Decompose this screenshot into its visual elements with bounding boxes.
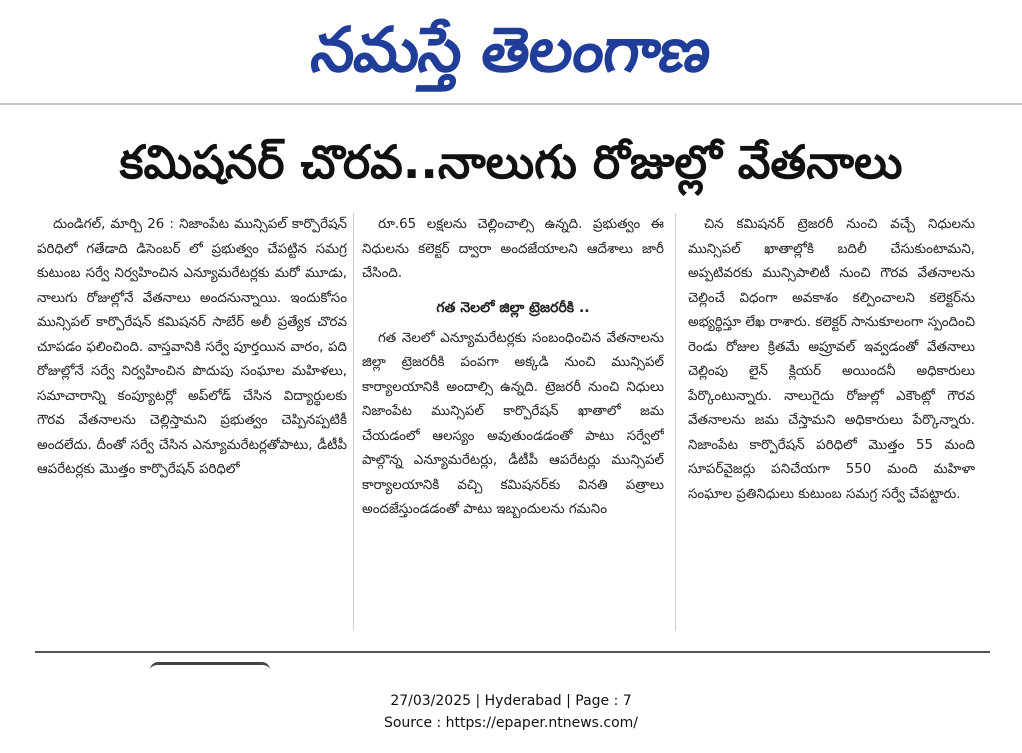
article-column-1 xyxy=(37,213,347,633)
column-divider xyxy=(675,213,676,631)
column-2-top-text: రూ.65 లక్షలను చెల్లించాల్సి ఉన్నది. ప్రభుత్వం ఈ నిధులను కలెక్టర్ ద్వారా అందజేయాలని ఆదేశాలు జారీ చేసింది. xyxy=(362,217,664,281)
article-bottom-rule xyxy=(35,651,990,653)
column-divider xyxy=(353,213,354,631)
masthead-divider xyxy=(0,103,1022,105)
column-3-text: చిన కమిషనర్ ట్రెజరరీ నుంచి వచ్చే నిధులను మున్సిపల్ ఖాతాల్లోకి బదిలీ చేసుకుంటామని, అప్పటివరకు మున్సిపాలిటీ నుంచి గౌరవ వేతనాలను చెల్లించే విధంగా అవకాశం కల్పించాలని కలెక్టర్‌ను అభ్యర్థిస్తూ లేఖ రాశారు. కలెక్టర్ సానుకూలంగా స్పందించి రెండు రోజుల క్రితమే అప్రూవల్ ఇవ్వడంతో వేతనాలు చెల్లింపు లైన్ క్లియర్ అయిందనీ అధికారులు పేర్కొంటున్నారు. నాలుగైదు రోజుల్లో ఎకౌంట్లో గౌరవ వేతనాలను జమ చేస్తామని అధికారులు పేర్కొన్నారు. నిజాంపేట కార్పొరేషన్ పరిధిలో మొత్తం 55 మంది సూపర్‌వైజర్లు పనిచేయగా 550 మంది మహిళా సంఘాల ప్రతినిధులు కుటుంబ సమగ్ర సర్వే చేపట్టారు. xyxy=(688,217,975,502)
footer-date-edition: 27/03/2025 | Hyderabad | Page : 7 xyxy=(390,693,632,709)
article-column-2 xyxy=(362,213,664,633)
cropped-next-article-fragment xyxy=(150,662,270,677)
page-footer xyxy=(0,690,1022,734)
column-2-body-text: గత నెలలో ఎన్యూమరేటర్లకు సంబంధించిన వేతనాలను జిల్లా ట్రెజరరీకి పంపగా అక్కడి నుంచి మున్సిపల్ కార్యాలయానికి అందాల్సి ఉన్నది. ట్రెజరరీ నుంచి నిధులు నిజాంపేట మున్సిపల్ కార్పొరేషన్ ఖాతాలో జమ చేయడంలో ఆలస్యం అవుతుండడంతో పాటు సర్వేలో పాల్గొన్న ఎన్యూమరేటర్లు, డీటీపీ ఆపరేటర్లు మున్సిపల్ కార్యాలయానికి వచ్చి కమిషనర్‌కు వినతి పత్రాలు అందజేస్తుండడంతో పాటు ఇబ్బందులను గమనిం xyxy=(362,330,664,517)
article-headline: కమిషనర్ చొరవ..నాలుగు రోజుల్లో వేతనాలు xyxy=(119,135,903,189)
footer-source[interactable]: Source : https://epaper.ntnews.com/ xyxy=(383,715,639,731)
masthead xyxy=(0,0,1022,100)
article-subheading: గత నెలలో జిల్లా ట్రెజరరీకి .. xyxy=(436,299,590,316)
article-column-3 xyxy=(688,213,975,633)
column-1-text: దుండిగల్, మార్చి 26 : నిజాంపేట మున్సిపల్ కార్పొరేషన్ పరిధిలో గతేడాది డిసెంబర్ లో ప్రభుత్వం చేపట్టిన సమగ్ర కుటుంబ సర్వే నిర్వహించిన ఎన్యూమరేటర్లకు మరో మూడు, నాలుగు రోజుల్లోనే వేతనాలు అందనున్నాయి. ఇందుకోసం మున్సిపల్ కార్పొరేషన్ కమిషనర్ సాబేర్ అలీ ప్రత్యేక చొరవ చూపడం ఫలించింది. వాస్తవానికి సర్వే పూర్తయిన వారం, పది రోజుల్లోనే సర్వే నిర్వహించిన పొదుపు సంఘాల మహిళలు, సమాచారాన్ని కంప్యూటర్లో అప్‌లోడ్ చేసిన విద్యార్థులకు గౌరవ వేతనాలను చెల్లిస్తామని ప్రభుత్వం చెప్పినప్పటికీ అందలేదు. దీంతో సర్వే చేసిన ఎన్యూమరేటర్లతోపాటు, డీటీపీ ఆపరేటర్లకు మొత్తం కార్పొరేషన్ పరిధిలో xyxy=(37,217,347,477)
newspaper-logo: నమస్తే తెలంగాణ xyxy=(306,13,716,86)
